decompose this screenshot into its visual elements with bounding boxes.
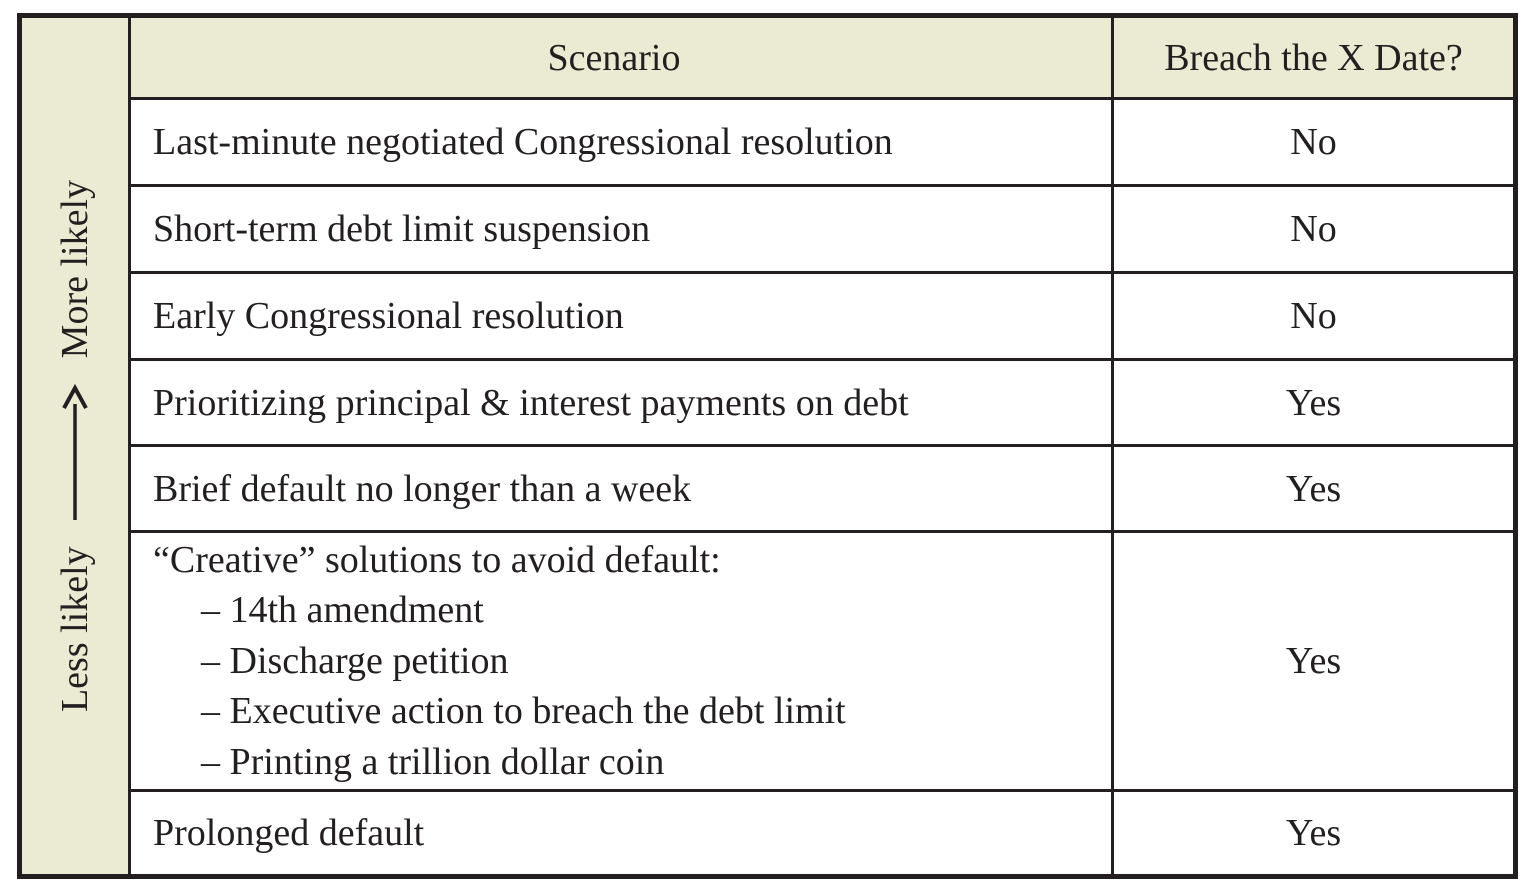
scenario-cell-creative-solutions	[131, 533, 1111, 792]
breach-cell: Yes	[1111, 361, 1513, 447]
creative-solutions-item: – 14th amendment	[201, 589, 484, 632]
column-header-scenario: Scenario	[131, 18, 1111, 100]
breach-cell: No	[1111, 100, 1513, 187]
breach-cell: Yes	[1111, 792, 1513, 874]
more-likely-label: More likely	[54, 179, 96, 359]
scenario-table	[17, 13, 1518, 879]
breach-cell: No	[1111, 274, 1513, 361]
scenario-cell: Prioritizing principal & interest payments on debt	[131, 361, 1111, 447]
creative-solutions-item: – Printing a trillion dollar coin	[201, 740, 665, 783]
creative-solutions-item: – Discharge petition	[201, 639, 509, 682]
breach-cell: Yes	[1111, 533, 1513, 792]
creative-solutions-lead: “Creative” solutions to avoid default:	[153, 538, 721, 581]
likelihood-axis	[53, 180, 97, 712]
breach-cell: No	[1111, 187, 1513, 274]
likelihood-arrow-icon	[60, 382, 90, 522]
likelihood-axis-band	[22, 18, 131, 874]
scenario-cell: Early Congressional resolution	[131, 274, 1111, 361]
creative-solutions-item: – Executive action to breach the debt limit	[201, 690, 846, 733]
scenario-cell: Short-term debt limit suspension	[131, 187, 1111, 274]
column-header-breach: Breach the X Date?	[1111, 18, 1513, 100]
scenario-cell: Prolonged default	[131, 792, 1111, 874]
scenario-cell: Brief default no longer than a week	[131, 447, 1111, 533]
less-likely-label: Less likely	[54, 546, 96, 713]
breach-cell: Yes	[1111, 447, 1513, 533]
scenario-cell: Last-minute negotiated Congressional resolution	[131, 100, 1111, 187]
